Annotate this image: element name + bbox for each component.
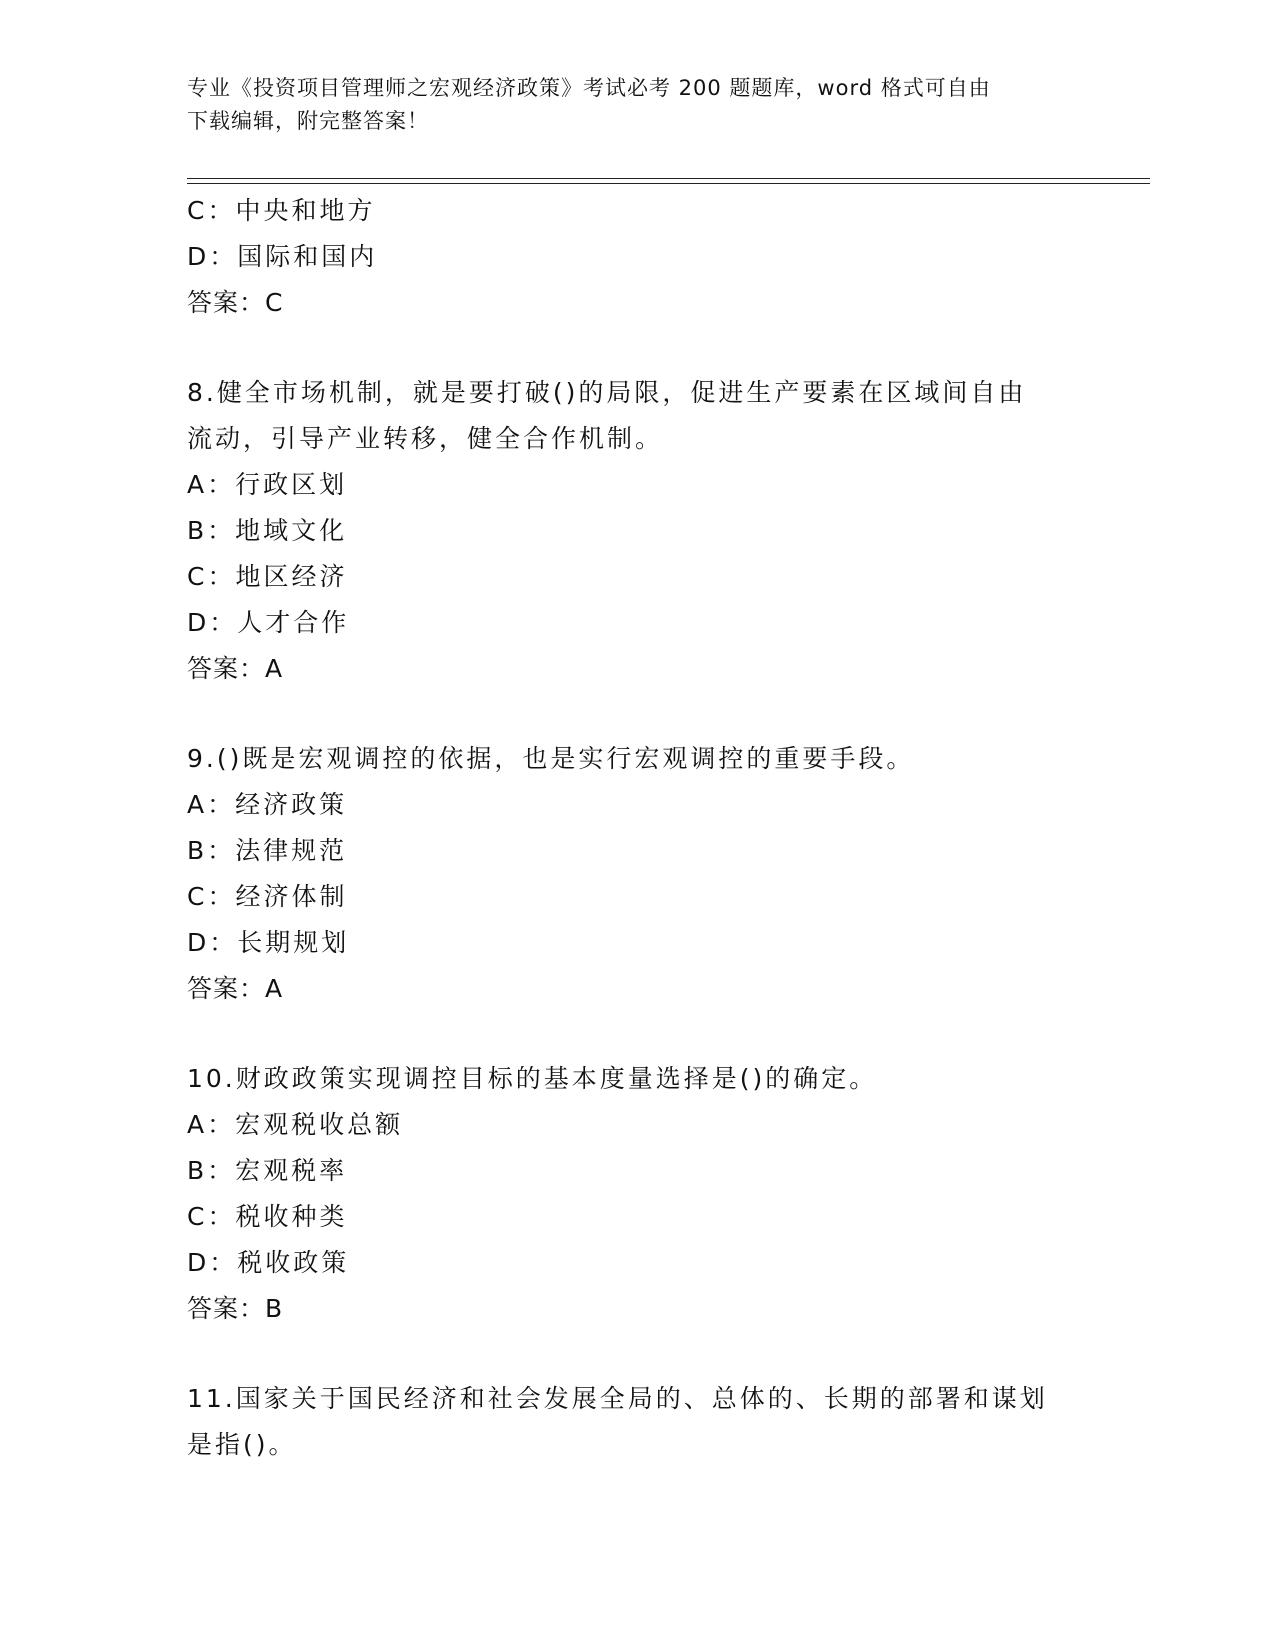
answer-line: 答案：C: [187, 288, 284, 317]
spacer: [187, 1332, 1087, 1376]
option-b: B：地域文化: [187, 516, 348, 545]
option-d: D：长期规划: [187, 928, 350, 957]
header-divider-bottom: [187, 183, 1150, 184]
question-stem-line-2: 是指()。: [187, 1430, 297, 1459]
question-8: [187, 370, 1087, 692]
question-stem-line-1: 10.财政政策实现调控目标的基本度量选择是()的确定。: [187, 1064, 878, 1093]
question-7-continued: [187, 188, 1087, 326]
option-a: A：行政区划: [187, 470, 348, 499]
option-d: D：国际和国内: [187, 242, 378, 271]
option-c: C：经济体制: [187, 882, 348, 911]
spacer: [187, 692, 1087, 736]
document-header: [187, 72, 1067, 138]
question-stem-line-1: 9.()既是宏观调控的依据，也是实行宏观调控的重要手段。: [187, 744, 915, 773]
header-line-1: 专业《投资项目管理师之宏观经济政策》考试必考 200 题题库，word 格式可自由: [187, 76, 991, 100]
answer-line: 答案：A: [187, 974, 284, 1003]
option-a: A：宏观税收总额: [187, 1110, 404, 1139]
spacer: [187, 1012, 1087, 1056]
question-10: [187, 1056, 1087, 1332]
question-9: [187, 736, 1087, 1012]
option-a: A：经济政策: [187, 790, 348, 819]
option-d: D：人才合作: [187, 608, 350, 637]
option-b: B：宏观税率: [187, 1156, 348, 1185]
question-stem-line-1: 8.健全市场机制，就是要打破()的局限，促进生产要素在区域间自由: [187, 378, 1027, 407]
spacer: [187, 326, 1087, 370]
option-b: B：法律规范: [187, 836, 348, 865]
answer-line: 答案：B: [187, 1294, 284, 1323]
question-11: [187, 1376, 1087, 1468]
header-divider-top: [187, 178, 1150, 179]
question-stem-line-1: 11.国家关于国民经济和社会发展全局的、总体的、长期的部署和谋划: [187, 1384, 1048, 1413]
question-stem-line-2: 流动，引导产业转移，健全合作机制。: [187, 424, 664, 453]
question-list: [187, 188, 1087, 1468]
option-c: C：税收种类: [187, 1202, 348, 1231]
option-c: C：中央和地方: [187, 196, 376, 225]
answer-line: 答案：A: [187, 654, 284, 683]
option-d: D：税收政策: [187, 1248, 350, 1277]
header-line-2: 下载编辑，附完整答案！: [187, 109, 429, 133]
option-c: C：地区经济: [187, 562, 348, 591]
